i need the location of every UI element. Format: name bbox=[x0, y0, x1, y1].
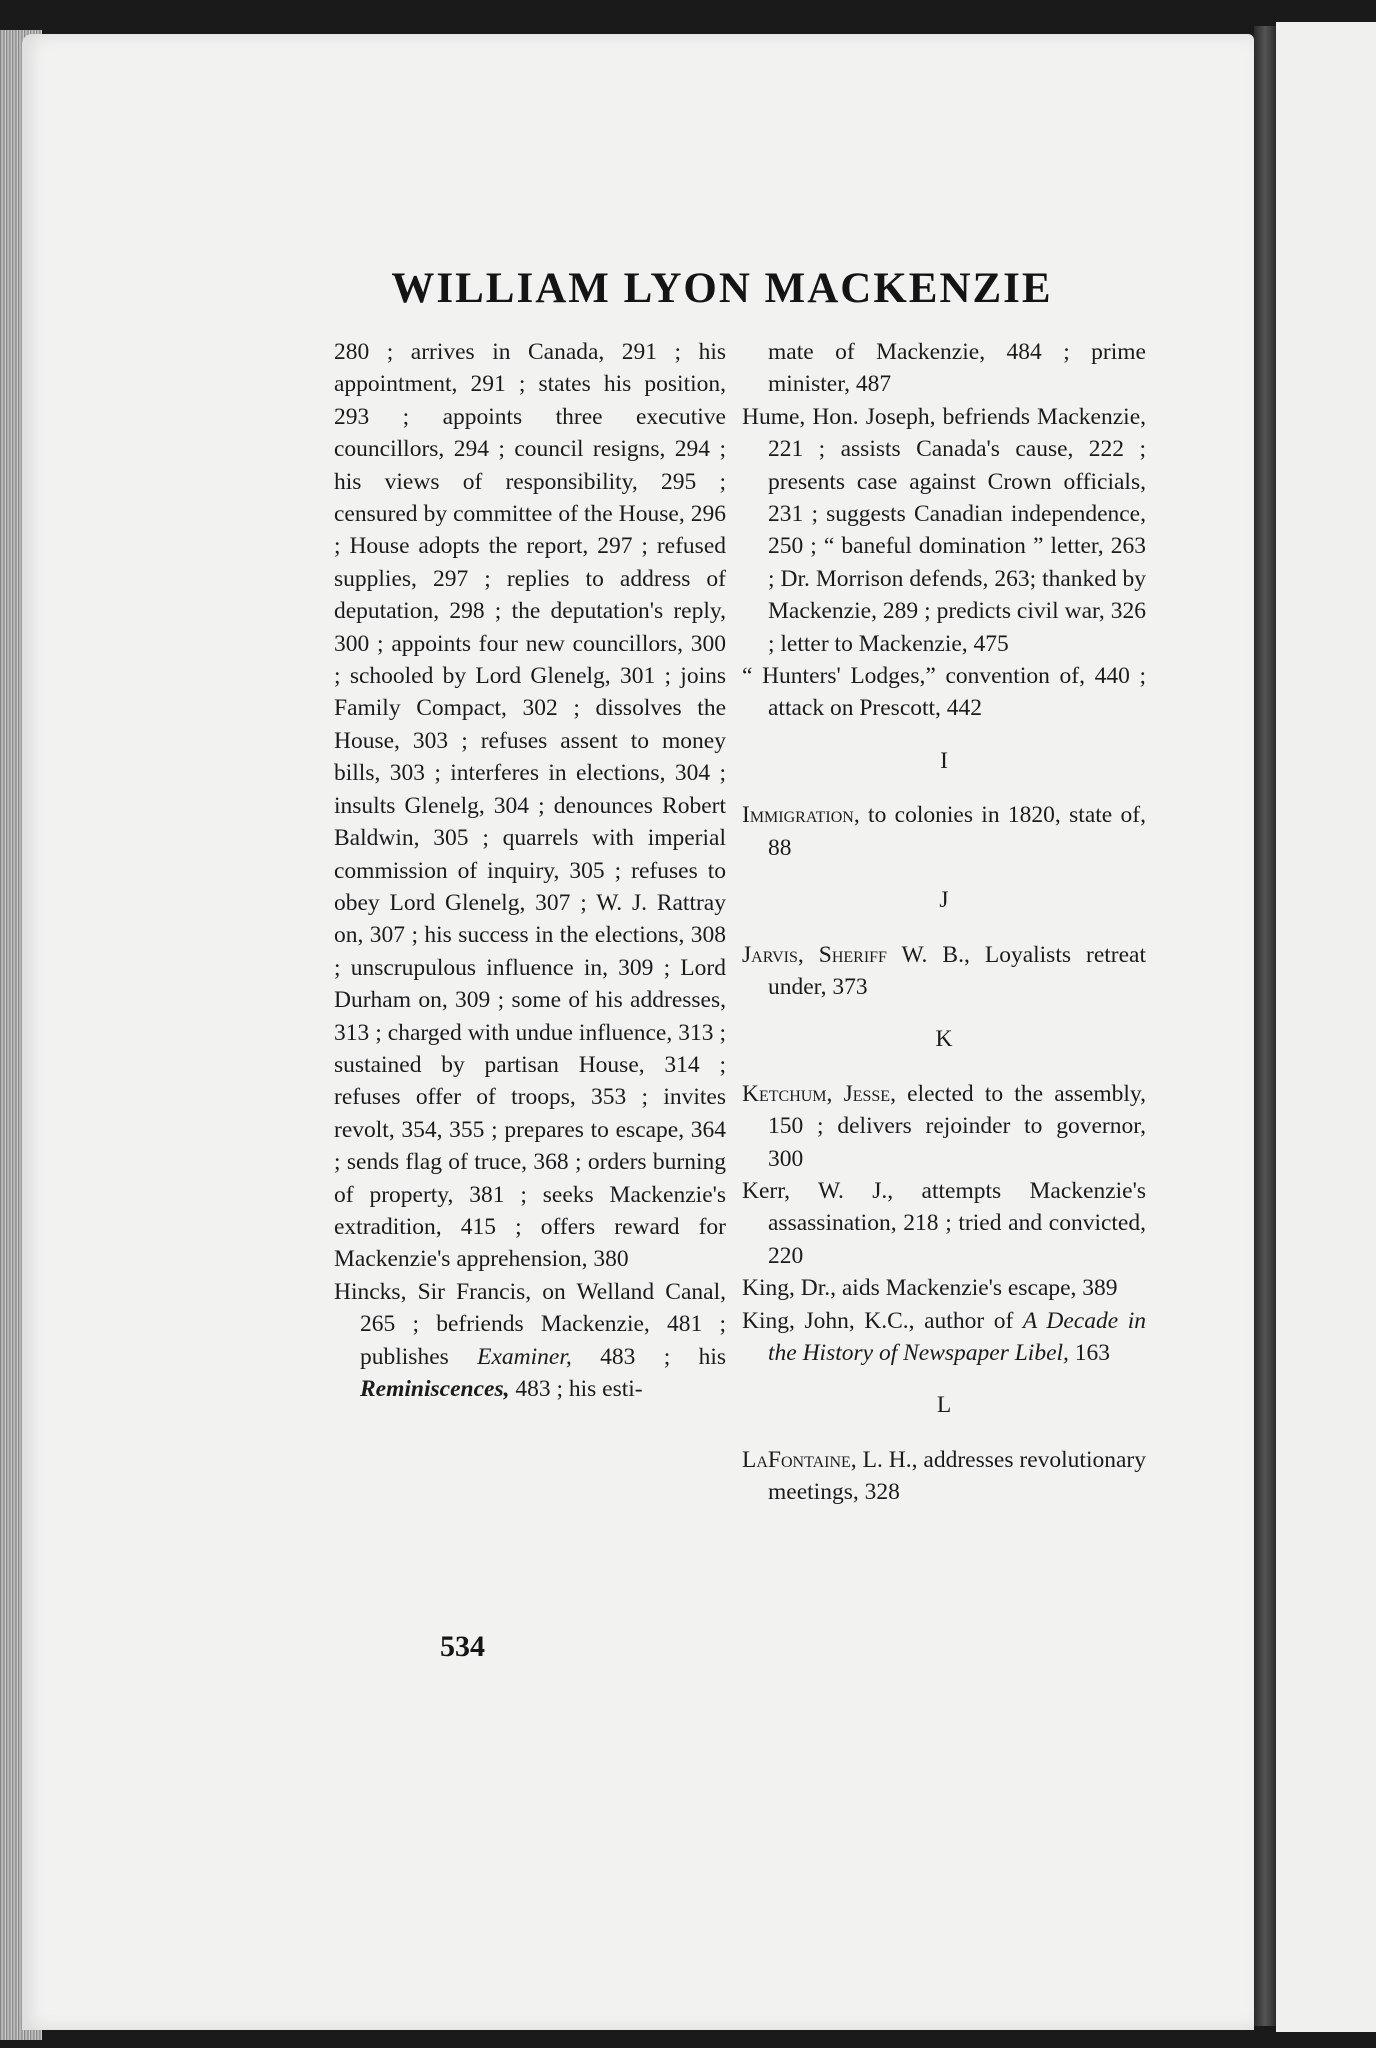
index-entry-hincks bbox=[334, 1276, 726, 1406]
index-entry-jarvis bbox=[742, 939, 1146, 1004]
index-entry-king-john bbox=[742, 1305, 1146, 1370]
section-letter-i: I bbox=[940, 747, 948, 774]
entry-italic-book-title: A Decade in the History of Newspaper Libel, bbox=[768, 1307, 1146, 1366]
index-entry-hume: Hume, Hon. Joseph, befriends Mackenzie, 221 ; assists Canada's cause, 222 ; presents case against Crown officials, 231 ; suggests Canadian independence, 250 ; “ baneful domination ” letter, 263 ; Dr. Morrison defends, 263; thanked by Mackenzie, 289 ; predicts civil war, 326 ; letter to Mackenzie, 475 bbox=[742, 403, 1146, 657]
entry-heading: Immigration, bbox=[742, 802, 860, 829]
entry-text: Hincks, Sir Francis, on Welland Canal, 265 ; befriends Mackenzie, 481 ; publishes bbox=[334, 1278, 726, 1370]
entry-italic-reminiscences: Reminiscences, bbox=[360, 1376, 510, 1402]
entry-text: 483 ; his esti- bbox=[509, 1376, 643, 1402]
entry-text: to colonies in 1820, state of, 88 bbox=[768, 802, 1146, 861]
page-number: 534 bbox=[440, 1630, 485, 1663]
section-letter-l: L bbox=[936, 1392, 952, 1419]
entry-text: elected to the assembly, 150 ; delivers rejoinder to governor, 300 bbox=[768, 1080, 1147, 1172]
index-entry-continuation: 280 ; arrives in Canada, 291 ; his appointment, 291 ; states his position, 293 ; appoints three executive councillors, 294 ; council resigns, 294 ; his views of responsibility, 295 ; censured by committee of the House, 296 ; House adopts the report, 297 ; refused supplies, 297 ; replies to address of deputation, 298 ; the deputation's reply, 300 ; appoints four new councillors, 300 ; schooled by Lord Glenelg, 301 ; joins Family Compact, 302 ; dissolves the House, 303 ; refuses assent to money bills, 303 ; interferes in elections, 304 ; insults Glenelg, 304 ; denounces Robert Baldwin, 305 ; quarrels with imperial commission of inquiry, 305 ; refuses to obey Lord Glenelg, 307 ; W. J. Rattray on, 307 ; his success in the elections, 308 ; unscrupulous influence in, 309 ; Lord Durham on, 309 ; some of his addresses, 313 ; charged with undue influence, 313 ; sustained by partisan House, 314 ; refuses offer of troops, 353 ; invites revolt, 354, 355 ; prepares to escape, 364 ; sends flag of truce, 368 ; orders burning of property, 381 ; seeks Mackenzie's extradition, 415 ; offers reward for Mackenzie's apprehension, 380 bbox=[334, 339, 726, 1273]
running-header-title: WILLIAM LYON MACKENZIE bbox=[391, 265, 1053, 312]
index-entry-king-dr: King, Dr., aids Mackenzie's escape, 389 bbox=[742, 1275, 1118, 1302]
entry-heading: Jarvis, Sheriff bbox=[742, 941, 887, 968]
entry-heading: LaFontaine, bbox=[742, 1446, 857, 1473]
entry-text: W. B., Loyalists retreat under, 373 bbox=[768, 941, 1147, 1000]
index-column-left bbox=[334, 336, 726, 1405]
book-gutter bbox=[1254, 26, 1276, 2026]
facing-page-edge bbox=[1276, 22, 1376, 2032]
index-entry-ketchum bbox=[742, 1078, 1146, 1175]
index-entry-lafontaine bbox=[742, 1444, 1146, 1509]
index-column-right bbox=[742, 336, 1146, 1509]
entry-text: 163 bbox=[1068, 1339, 1111, 1366]
section-letter-k: K bbox=[935, 1026, 953, 1053]
entry-heading: Ketchum, Jesse, bbox=[742, 1080, 896, 1107]
index-entry-immigration bbox=[742, 799, 1146, 864]
index-entry-continuation: mate of Mackenzie, 484 ; prime minister, 487 bbox=[768, 339, 1146, 398]
index-entry-kerr: Kerr, W. J., attempts Mackenzie's assassination, 218 ; tried and convicted, 220 bbox=[742, 1177, 1146, 1269]
entry-italic-examiner: Examiner, bbox=[477, 1343, 572, 1370]
entry-text: 483 ; his bbox=[571, 1343, 726, 1370]
entry-text: L. H., addresses revolutionary meetings, 328 bbox=[768, 1446, 1146, 1506]
index-entry-hunters-lodges: “ Hunters' Lodges,” convention of, 440 ; attack on Prescott, 442 bbox=[742, 663, 1146, 722]
entry-text: King, John, K.C., author of bbox=[742, 1307, 1023, 1334]
section-letter-j: J bbox=[939, 887, 949, 914]
